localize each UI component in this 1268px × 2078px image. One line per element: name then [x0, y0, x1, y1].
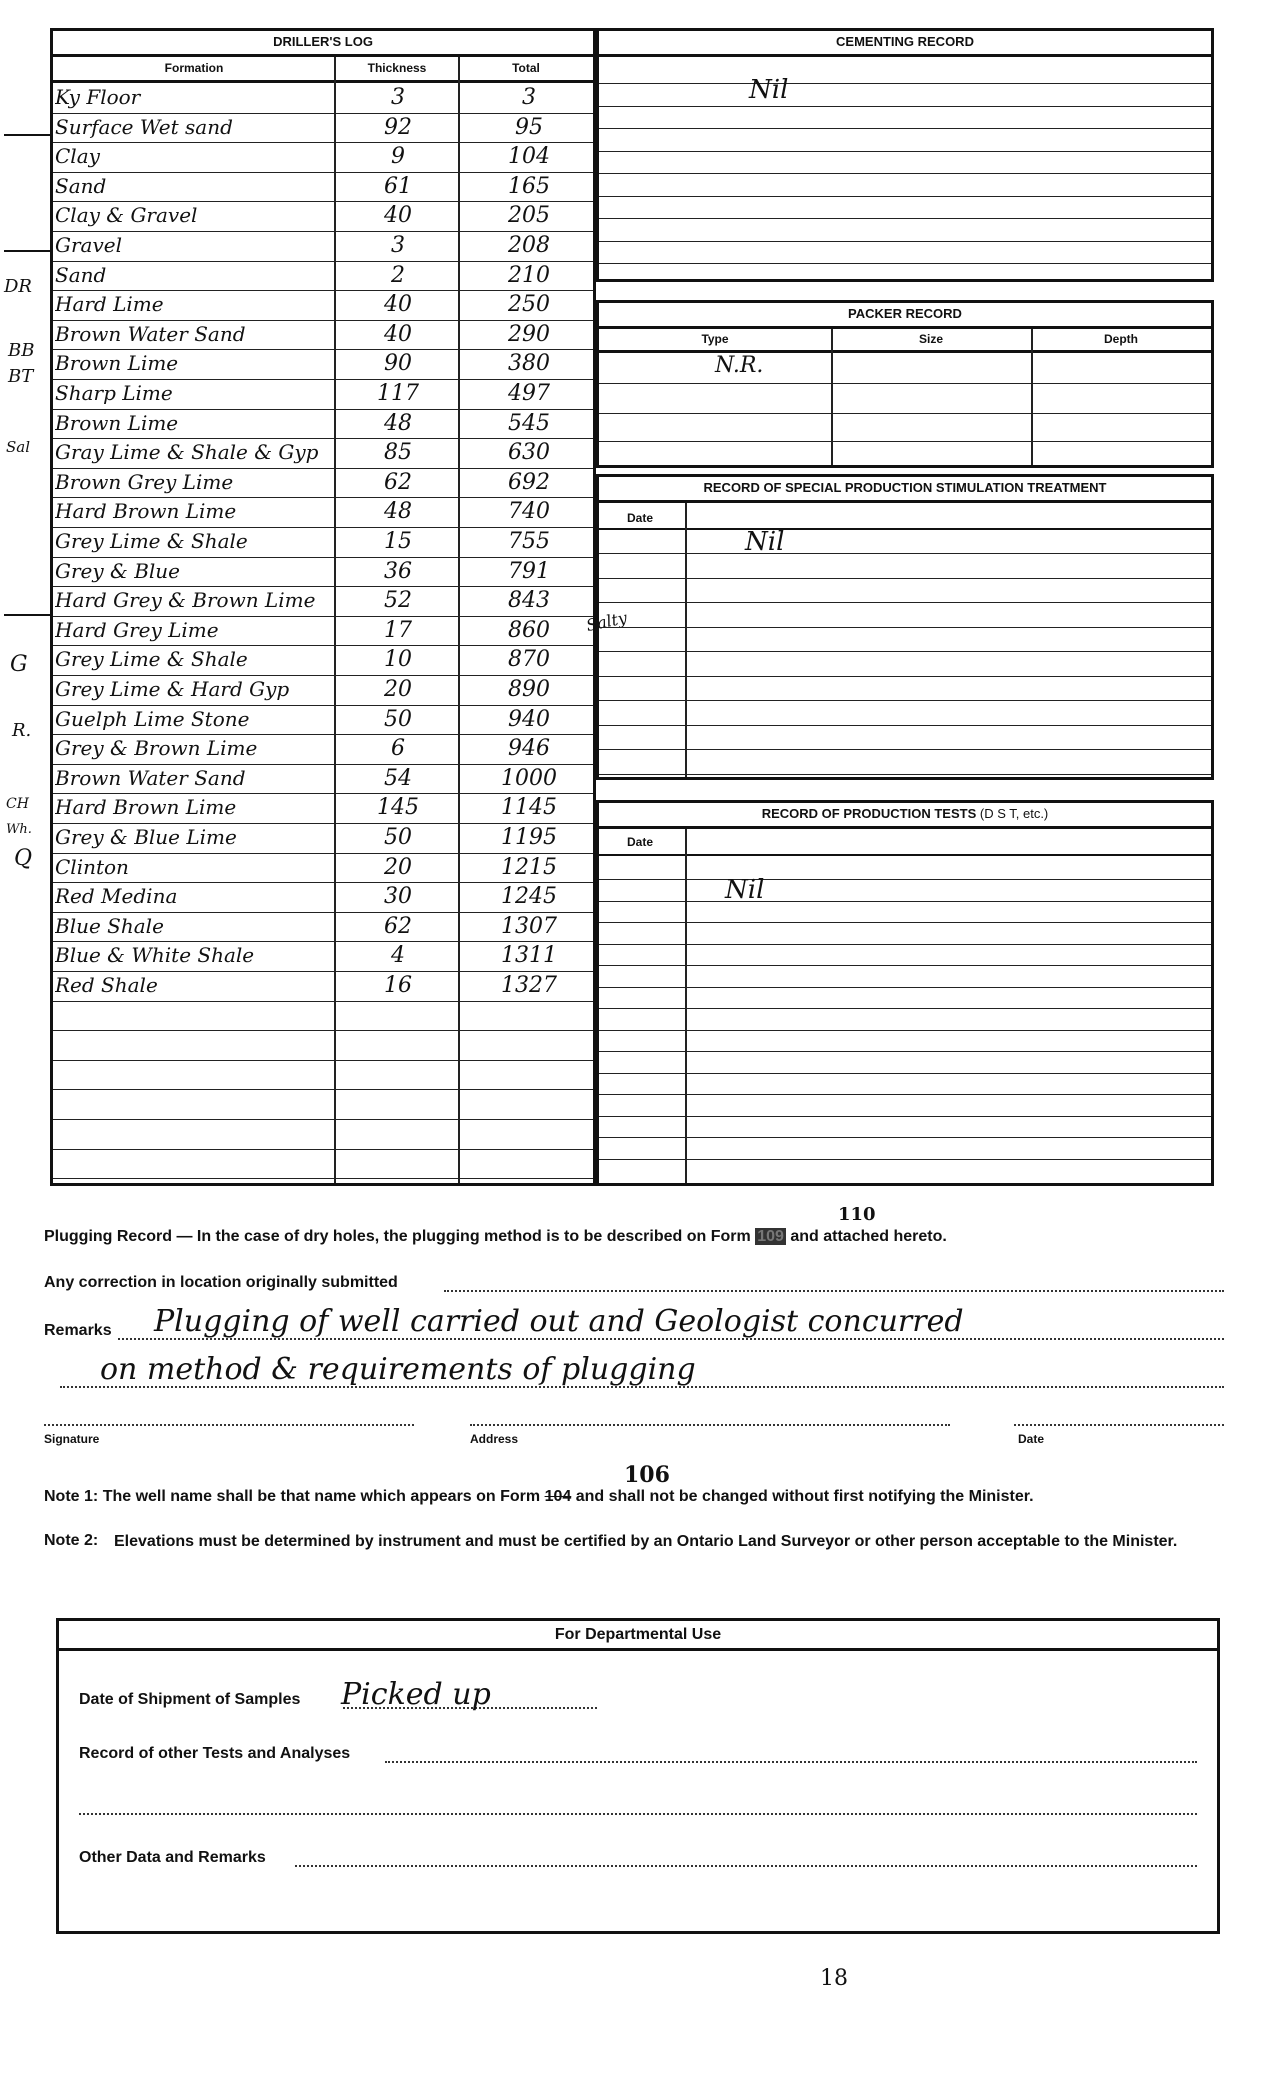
ruled-line: [53, 468, 593, 469]
thickness-cell: 48: [384, 499, 412, 525]
ruled-line: [599, 1094, 1211, 1095]
thickness-cell: 117: [377, 381, 419, 406]
margin-mark: R.: [12, 720, 32, 741]
ruled-line: [599, 987, 1211, 988]
total-cell: 208: [508, 233, 550, 258]
ruled-line: [53, 379, 593, 380]
ruled-line: [53, 113, 593, 114]
stimulation-record: [596, 474, 1214, 780]
total-cell: 205: [508, 203, 550, 229]
thickness-cell: 62: [384, 913, 412, 939]
note-1: [44, 1488, 1034, 1506]
margin-tick: [4, 134, 50, 136]
thickness-cell: 3: [391, 233, 405, 258]
formation-cell: Red Medina: [55, 884, 178, 909]
note-1-text-end: and shall not be changed without first notifying the Minister.: [575, 1488, 1034, 1505]
total-cell: 250: [508, 292, 550, 318]
ruled-line: [53, 142, 593, 143]
thickness-cell: 62: [384, 469, 412, 495]
margin-mark: G: [10, 652, 28, 677]
thickness-cell: 40: [384, 203, 412, 229]
formation-cell: Hard Grey Lime: [55, 617, 219, 642]
margin-tick: [4, 250, 50, 252]
ruled-line: [599, 602, 1211, 603]
col-thickness: Thickness: [367, 61, 427, 75]
total-cell: 791: [508, 558, 550, 584]
total-cell: 870: [508, 647, 550, 673]
col-total: Total: [512, 61, 540, 75]
total-cell: 1245: [501, 884, 557, 910]
departmental-title: For Departmental Use: [59, 1621, 1217, 1651]
note-2-label: Note 2:: [44, 1532, 99, 1549]
address-label: Address: [470, 1432, 519, 1446]
ruled-line: [599, 1051, 1211, 1052]
ruled-line: [599, 1030, 1211, 1031]
formation-cell: Sand: [55, 262, 107, 287]
ruled-line: [599, 1073, 1211, 1074]
formation-cell: Grey Lime & Hard Gyp: [55, 677, 290, 701]
thickness-cell: 92: [384, 114, 412, 140]
ruled-line: [599, 1116, 1211, 1117]
ruled-line: [599, 106, 1211, 107]
stimulation-title: RECORD OF SPECIAL PRODUCTION STIMULATION TREATMENT: [599, 477, 1211, 503]
column-divider: [334, 57, 336, 1183]
ruled-line: [599, 1008, 1211, 1009]
ruled-line: [599, 749, 1211, 750]
formation-cell: Brown Lime: [55, 410, 179, 435]
thickness-cell: 10: [384, 647, 412, 673]
correction-label: Any correction in location originally submitted: [44, 1274, 398, 1291]
formation-cell: Guelph Lime Stone: [55, 706, 250, 731]
date-label: Date: [1018, 1432, 1045, 1446]
total-cell: 1327: [501, 973, 557, 998]
ruled-line: [53, 675, 593, 676]
total-cell: 380: [508, 351, 550, 377]
shipment-label: Date of Shipment of Samples: [79, 1691, 301, 1708]
thickness-cell: 90: [384, 351, 412, 377]
formation-cell: Clay & Gravel: [55, 203, 198, 228]
total-cell: 740: [508, 499, 550, 525]
packer-record: [596, 300, 1214, 468]
ruled-line: [599, 578, 1211, 579]
ruled-line: [53, 912, 593, 913]
total-cell: 860: [508, 617, 550, 643]
formation-cell: Brown Lime: [55, 351, 179, 376]
ruled-line: [599, 128, 1211, 129]
margin-tick: [4, 614, 50, 616]
ruled-line: [599, 965, 1211, 966]
ruled-line: [599, 676, 1211, 677]
thickness-cell: 50: [384, 825, 412, 850]
ruled-line: [53, 557, 593, 558]
ruled-line: [53, 527, 593, 528]
total-cell: 104: [508, 144, 550, 170]
thickness-cell: 40: [384, 321, 412, 347]
total-cell: 545: [508, 410, 550, 436]
total-cell: 210: [508, 262, 550, 288]
total-cell: 1311: [501, 943, 557, 969]
formation-cell: Clay: [55, 144, 100, 169]
formation-cell: Blue Shale: [55, 913, 164, 938]
blank-line: [79, 1813, 1197, 1815]
ruled-line: [599, 651, 1211, 652]
packer-title: PACKER RECORD: [599, 303, 1211, 329]
ruled-line: [53, 853, 593, 854]
total-cell: 1145: [501, 795, 557, 821]
ruled-line: [599, 241, 1211, 242]
note-1-label: Note 1:: [44, 1488, 99, 1505]
formation-cell: Clinton: [55, 854, 129, 879]
signature-line: [44, 1424, 414, 1426]
other-data-label: Other Data and Remarks: [79, 1849, 266, 1866]
thickness-cell: 50: [384, 706, 412, 732]
ruled-line: [599, 700, 1211, 701]
thickness-cell: 40: [384, 292, 412, 318]
formation-cell: Hard Brown Lime: [55, 795, 237, 820]
side-note: Salty: [584, 607, 629, 636]
thickness-cell: 48: [384, 410, 412, 436]
correction-line: [444, 1290, 1224, 1292]
cementing-title: CEMENTING RECORD: [599, 31, 1211, 57]
ruled-line: [53, 290, 593, 291]
ruled-line: [53, 1060, 593, 1061]
column-divider: [458, 57, 460, 1183]
total-cell: 940: [508, 706, 550, 732]
ruled-line: [599, 627, 1211, 628]
thickness-cell: 4: [391, 943, 405, 969]
total-cell: 290: [508, 321, 550, 347]
date-line: [1014, 1424, 1224, 1426]
formation-cell: Gravel: [55, 233, 122, 257]
ruled-line: [599, 553, 1211, 554]
col-date: Date: [627, 511, 654, 525]
plugging-text-end: and attached hereto.: [790, 1228, 947, 1245]
production-tests-suffix: (D S T, etc.): [979, 806, 1049, 821]
note-1-form-new: 106: [624, 1462, 670, 1488]
total-cell: 1000: [501, 765, 557, 791]
production-tests-entry: Nil: [725, 875, 765, 905]
ruled-line: [53, 1001, 593, 1002]
ruled-line: [599, 944, 1211, 945]
ruled-line: [53, 882, 593, 883]
formation-cell: Grey & Brown Lime: [55, 736, 258, 761]
total-cell: 497: [508, 381, 550, 406]
note-1-form-struck: 104: [544, 1488, 572, 1505]
ruled-line: [599, 879, 1211, 880]
ruled-line: [599, 196, 1211, 197]
thickness-cell: 9: [391, 144, 405, 170]
total-cell: 1307: [501, 913, 557, 939]
ruled-line: [599, 83, 1211, 84]
ruled-line: [53, 586, 593, 587]
remarks-text-2: on method & requirements of plugging: [100, 1352, 696, 1387]
ruled-line: [53, 320, 593, 321]
thickness-cell: 6: [391, 736, 405, 762]
remarks-label: Remarks: [44, 1322, 112, 1339]
packer-entry: N.R.: [715, 353, 764, 378]
ruled-line: [53, 764, 593, 765]
formation-cell: Hard Lime: [55, 292, 164, 317]
ruled-line: [53, 645, 593, 646]
drillers-log-table: [50, 28, 596, 1186]
thickness-cell: 20: [384, 677, 412, 702]
total-cell: 95: [515, 114, 543, 140]
ruled-line: [53, 201, 593, 202]
ruled-line: [53, 1030, 593, 1031]
thickness-cell: 36: [384, 558, 412, 584]
thickness-cell: 15: [384, 529, 412, 554]
total-cell: 630: [508, 440, 550, 466]
thickness-cell: 145: [377, 795, 419, 821]
margin-mark: Wh.: [6, 822, 32, 837]
production-tests-record: [596, 800, 1214, 1186]
margin-mark: Sal: [6, 438, 31, 456]
ruled-line: [53, 172, 593, 173]
ruled-line: [53, 1149, 593, 1150]
thickness-cell: 20: [384, 854, 412, 880]
formation-cell: Sand: [55, 173, 107, 198]
formation-cell: Grey Lime & Shale: [55, 529, 248, 553]
thickness-cell: 85: [384, 440, 412, 466]
note-1-text: The well name shall be that name which appears on Form: [102, 1488, 541, 1505]
total-cell: 1215: [501, 854, 557, 880]
ruled-line: [599, 1137, 1211, 1138]
margin-mark: CH: [6, 796, 29, 812]
ruled-line: [599, 922, 1211, 923]
plugging-text: Plugging Record — In the case of dry holes, the plugging method is to be described on Form: [44, 1228, 751, 1245]
other-tests-line: [385, 1761, 1197, 1763]
col-formation: Formation: [164, 61, 224, 75]
formation-cell: Grey Lime & Shale: [55, 647, 248, 672]
formation-cell: Surface Wet sand: [55, 114, 233, 139]
ruled-line: [599, 1159, 1211, 1160]
col-depth: Depth: [1104, 332, 1138, 346]
total-cell: 890: [508, 677, 550, 702]
formation-cell: Brown Water Sand: [55, 321, 246, 346]
shipment-value: Picked up: [341, 1677, 491, 1712]
cementing-entry: Nil: [749, 75, 789, 105]
thickness-cell: 61: [384, 173, 412, 199]
ruled-line: [53, 497, 593, 498]
thickness-cell: 52: [384, 588, 412, 614]
ruled-line: [599, 263, 1211, 264]
production-tests-header: [599, 803, 1211, 829]
total-cell: 692: [508, 469, 550, 495]
formation-cell: Sharp Lime: [55, 381, 173, 405]
formation-cell: Ky Floor: [55, 85, 141, 109]
signature-label: Signature: [44, 1432, 100, 1446]
stimulation-entry: Nil: [745, 527, 785, 557]
formation-cell: Red Shale: [55, 973, 158, 997]
margin-mark: Q: [14, 846, 33, 871]
ruled-line: [53, 616, 593, 617]
ruled-line: [53, 941, 593, 942]
ruled-line: [53, 971, 593, 972]
thickness-cell: 16: [384, 973, 412, 998]
total-cell: 946: [508, 736, 550, 762]
production-tests-title: RECORD OF PRODUCTION TESTS: [761, 806, 977, 821]
ruled-line: [599, 151, 1211, 152]
departmental-use-box: [56, 1618, 1220, 1934]
margin-mark: BT: [8, 366, 34, 387]
col-date: Date: [627, 835, 654, 849]
remarks-text-1: Plugging of well carried out and Geologist concurred: [154, 1304, 964, 1339]
col-type: Type: [701, 332, 729, 346]
formation-cell: Gray Lime & Shale & Gyp: [55, 440, 319, 465]
col-size: Size: [918, 332, 943, 346]
ruled-line: [53, 823, 593, 824]
ruled-line: [53, 793, 593, 794]
ruled-line: [53, 1178, 593, 1179]
margin-mark: DR: [4, 276, 32, 297]
ruled-line: [53, 1119, 593, 1120]
ruled-line: [53, 438, 593, 439]
ruled-line: [53, 261, 593, 262]
ruled-line: [53, 231, 593, 232]
other-tests-label: Record of other Tests and Analyses: [79, 1745, 351, 1762]
formation-cell: Brown Water Sand: [55, 765, 246, 790]
ruled-line: [599, 218, 1211, 219]
drillers-log-title: DRILLER'S LOG: [53, 31, 593, 57]
page-mark: 18: [820, 1966, 848, 1991]
ruled-line: [599, 173, 1211, 174]
thickness-cell: 17: [384, 617, 412, 643]
note-2-text: Elevations must be determined by instrument and must be certified by an Ontario Land Surveyor or other person acceptable to the Minister.: [114, 1533, 1178, 1550]
plugging-form-new: 110: [838, 1204, 876, 1225]
ruled-line: [53, 409, 593, 410]
ruled-line: [53, 349, 593, 350]
plugging-record-line: [44, 1228, 947, 1246]
formation-cell: Hard Brown Lime: [55, 499, 237, 524]
plugging-form-struck: 109: [757, 1228, 784, 1245]
total-cell: 1195: [501, 825, 557, 850]
ruled-line: [599, 901, 1211, 902]
thickness-cell: 30: [384, 884, 412, 910]
ruled-line: [53, 1089, 593, 1090]
formation-cell: Grey & Blue: [55, 558, 180, 583]
total-cell: 843: [508, 588, 550, 614]
formation-cell: Grey & Blue Lime: [55, 825, 237, 849]
thickness-cell: 54: [384, 765, 412, 791]
thickness-cell: 2: [391, 262, 405, 288]
formation-cell: Brown Grey Lime: [55, 469, 234, 494]
cementing-record: [596, 28, 1214, 282]
thickness-cell: 3: [391, 85, 405, 110]
formation-cell: Hard Grey & Brown Lime: [55, 588, 316, 613]
address-line: [470, 1424, 950, 1426]
ruled-line: [53, 734, 593, 735]
total-cell: 755: [508, 529, 550, 554]
total-cell: 165: [508, 173, 550, 199]
formation-cell: Blue & White Shale: [55, 943, 255, 968]
ruled-line: [599, 774, 1211, 775]
other-data-line: [295, 1865, 1197, 1867]
ruled-line: [599, 725, 1211, 726]
total-cell: 3: [522, 85, 536, 110]
ruled-line: [53, 705, 593, 706]
margin-mark: BB: [8, 340, 35, 361]
